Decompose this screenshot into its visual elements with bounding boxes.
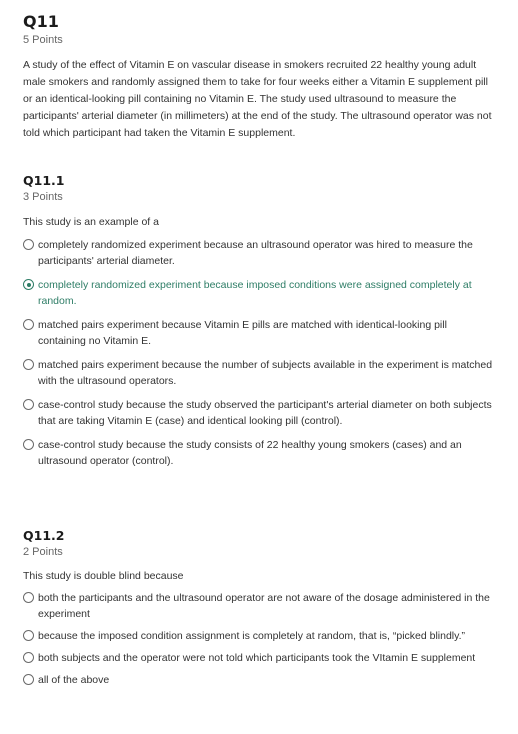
answer-option-label: both the participants and the ultrasound operator are not aware of the dosage administered in the experiment (38, 592, 490, 620)
radio-unchecked-icon[interactable] (23, 319, 34, 330)
answer-option[interactable] (23, 672, 494, 688)
radio-unchecked-icon[interactable] (23, 630, 34, 641)
answer-option[interactable] (23, 317, 494, 349)
question-prompt: This study is double blind because (23, 570, 184, 582)
answer-option-label: completely randomized experiment because imposed conditions were assigned completely at random. (38, 279, 472, 307)
question-q11-1 (23, 173, 494, 469)
answer-option-label: completely randomized experiment because an ultrasound operator was hired to measure the participants' arterial diameter. (38, 239, 473, 267)
radio-unchecked-icon[interactable] (23, 239, 34, 250)
question-q11 (23, 12, 494, 142)
radio-unchecked-icon[interactable] (23, 439, 34, 450)
options-group (23, 590, 494, 688)
answer-option[interactable] (23, 628, 494, 644)
answer-option-label: both subjects and the operator were not told which participants took the VItamin E supplement (38, 652, 476, 664)
radio-unchecked-icon[interactable] (23, 399, 34, 410)
answer-option[interactable] (23, 357, 494, 389)
answer-option[interactable] (23, 437, 494, 469)
question-prompt: This study is an example of a (23, 216, 159, 228)
answer-option-label: case-control study because the study observed the participant's arterial diameter on both subjects that are taking Vitamin E (case) and identical looking pill (control). (38, 399, 492, 427)
question-title: Q11.1 (23, 173, 65, 188)
question-points: 3 Points (23, 191, 63, 203)
answer-option-label: because the imposed condition assignment is completely at random, that is, “picked blindly.” (38, 630, 466, 642)
question-points: 2 Points (23, 546, 63, 558)
answer-option-label: matched pairs experiment because Vitamin E pills are matched with identical-looking pill containing no Vitamin E. (38, 319, 447, 347)
answer-option[interactable] (23, 277, 494, 309)
options-group (23, 237, 494, 469)
answer-option-label: case-control study because the study consists of 22 healthy young smokers (cases) and an ultrasound operator (control). (38, 439, 462, 467)
radio-checked-icon[interactable] (23, 279, 34, 290)
question-points: 5 Points (23, 34, 63, 46)
answer-option-label: matched pairs experiment because the number of subjects available in the experiment is matched with the ultrasound operators. (38, 359, 493, 387)
question-title: Q11 (23, 12, 59, 31)
answer-option[interactable] (23, 650, 494, 666)
radio-unchecked-icon[interactable] (23, 359, 34, 370)
answer-option-label: all of the above (38, 674, 110, 686)
question-q11-2 (23, 528, 494, 688)
answer-option[interactable] (23, 237, 494, 269)
radio-unchecked-icon[interactable] (23, 592, 34, 603)
question-title: Q11.2 (23, 528, 65, 543)
radio-unchecked-icon[interactable] (23, 652, 34, 663)
question-body: A study of the effect of Vitamin E on vascular disease in smokers recruited 22 healthy young adult male smokers and randomly assigned them to take for four weeks either a Vitamin E supplement pill or an identical-looking pill containing no Vitamin E. The study used ultrasound to measure the participants' arterial diameter (in millimeters) at the end of the study. The ultrasound operator was not told which participant had taken the Vitamin E supplement. (23, 59, 492, 139)
answer-option[interactable] (23, 590, 494, 622)
answer-option[interactable] (23, 397, 494, 429)
radio-unchecked-icon[interactable] (23, 674, 34, 685)
